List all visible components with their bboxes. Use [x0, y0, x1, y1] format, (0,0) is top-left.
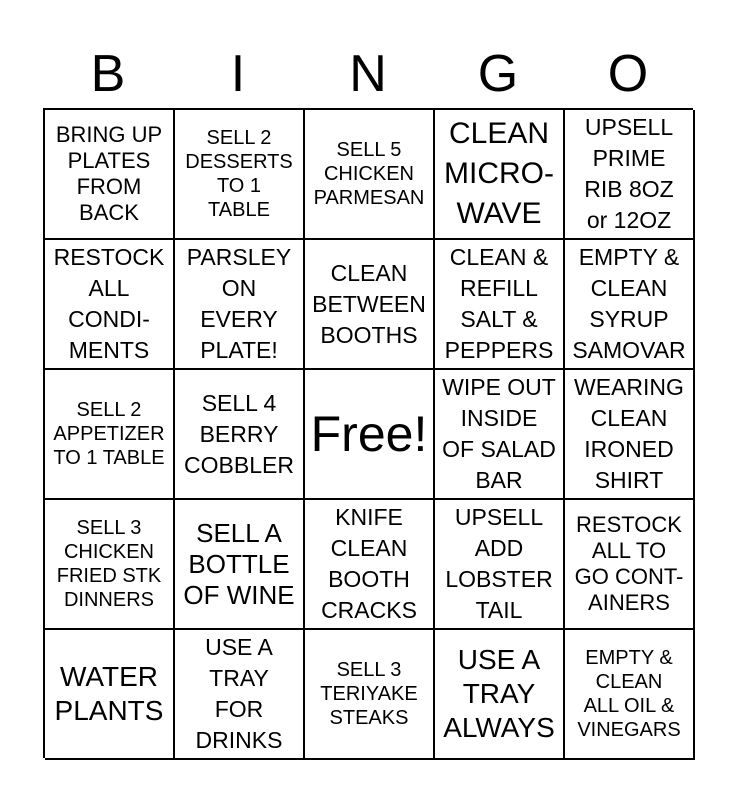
cell-text: USE A TRAY ALWAYS [443, 644, 555, 743]
cell-text: SELL 3 CHICKEN FRIED STK DINNERS [56, 517, 162, 611]
bingo-cell[interactable] [565, 500, 695, 630]
bingo-board [43, 108, 693, 758]
cell-text: KNIFE CLEAN BOOTH CRACKS [321, 504, 417, 623]
bingo-cell[interactable] [175, 500, 305, 630]
cell-text: RESTOCK ALL TO GO CONT- AINERS [574, 512, 684, 615]
cell-text: UPSELL PRIME RIB 8OZ or 12OZ [584, 114, 674, 233]
header-letter-g: G [477, 45, 519, 103]
cell-text: SELL A BOTTLE OF WINE [183, 517, 295, 610]
bingo-cell[interactable] [305, 110, 435, 240]
bingo-cell[interactable] [175, 240, 305, 370]
cell-text: EMPTY & CLEAN SYRUP SAMOVAR [572, 244, 686, 363]
cell-text: SELL 3 TERIYAKE STEAKS [320, 659, 418, 729]
bingo-cell[interactable] [45, 240, 175, 370]
bingo-cell[interactable] [435, 630, 565, 760]
bingo-cell[interactable] [435, 370, 565, 500]
header-letter-b: B [90, 45, 126, 103]
bingo-cell[interactable] [175, 630, 305, 760]
bingo-cell[interactable] [305, 630, 435, 760]
bingo-cell[interactable] [565, 240, 695, 370]
cell-text: SELL 2 APPETIZER TO 1 TABLE [53, 399, 165, 469]
bingo-cell[interactable] [305, 500, 435, 630]
cell-text: CLEAN MICRO- WAVE [444, 117, 554, 230]
cell-text: BRING UP PLATES FROM BACK [55, 122, 163, 225]
bingo-cell[interactable] [45, 110, 175, 240]
bingo-cell[interactable] [435, 240, 565, 370]
bingo-cell[interactable] [305, 240, 435, 370]
cell-text: WEARING CLEAN IRONED SHIRT [574, 374, 684, 493]
cell-text: RESTOCK ALL CONDI- MENTS [53, 244, 165, 363]
bingo-cell[interactable] [565, 370, 695, 500]
cell-text: USE A TRAY FOR DRINKS [195, 634, 283, 753]
free-space-text: Free! [310, 406, 428, 462]
cell-text: CLEAN & REFILL SALT & PEPPERS [444, 244, 554, 363]
cell-text: SELL 5 CHICKEN PARMESAN [313, 139, 425, 209]
bingo-header [43, 40, 693, 108]
bingo-cell[interactable] [435, 110, 565, 240]
header-letter-o: O [607, 45, 649, 103]
cell-text: CLEAN BETWEEN BOOTHS [312, 259, 426, 348]
cell-text: EMPTY & CLEAN ALL OIL & VINEGARS [577, 647, 681, 741]
header-letter-n: N [349, 45, 387, 103]
bingo-cell[interactable] [175, 110, 305, 240]
bingo-cell[interactable] [565, 110, 695, 240]
bingo-cell[interactable] [45, 630, 175, 760]
header-letter-i: I [230, 45, 246, 103]
bingo-cell[interactable] [45, 500, 175, 630]
bingo-cell[interactable] [45, 370, 175, 500]
cell-text: UPSELL ADD LOBSTER TAIL [445, 504, 553, 623]
bingo-cell[interactable] [175, 370, 305, 500]
cell-text: SELL 2 DESSERTS TO 1 TABLE [185, 127, 293, 221]
bingo-cell[interactable] [565, 630, 695, 760]
free-space[interactable] [305, 370, 435, 500]
cell-text: WIPE OUT INSIDE OF SALAD BAR [442, 374, 556, 493]
cell-text: PARSLEY ON EVERY PLATE! [186, 244, 292, 363]
cell-text: WATER PLANTS [54, 661, 164, 726]
cell-text: SELL 4 BERRY COBBLER [184, 389, 294, 478]
bingo-cell[interactable] [435, 500, 565, 630]
